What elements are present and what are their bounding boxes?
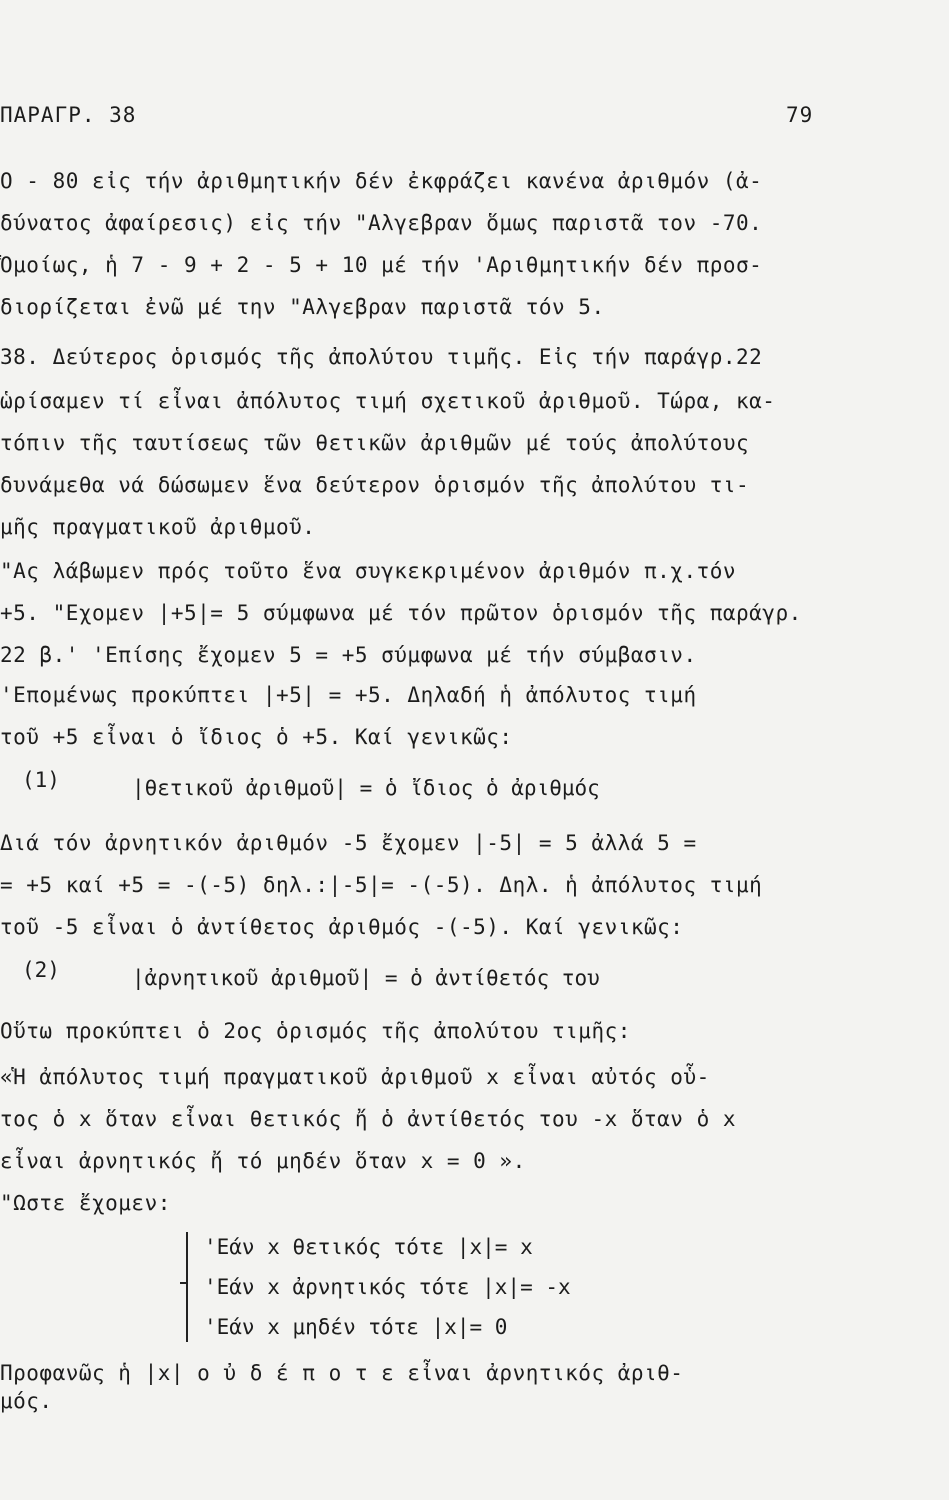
- text-line: Ο - 80 εἰς τήν ἀριθμητικήν δέν ἐκφράζει κανένα ἀριθμόν (ἀ-: [0, 169, 763, 193]
- formula-2-label: (2): [22, 958, 60, 982]
- text-line: τοῦ -5 εἶναι ὁ ἀντίθετος ἀριθμός -(-5). Καί γενικῶς:: [0, 915, 684, 939]
- text-line: "Ωστε ἔχομεν:: [0, 1191, 171, 1215]
- case-line: 'Εάν x θετικός τότε |x|= x: [204, 1235, 533, 1259]
- text-line: Προφανῶς ἡ |x| ο ὐ δ έ π ο τ ε εἶναι ἀρνητικός ἀριθ-: [0, 1361, 684, 1385]
- text-line: = +5 καί +5 = -(-5) δηλ.:|-5|= -(-5). Δηλ. ἡ ἀπόλυτος τιμή: [0, 873, 763, 897]
- text-line: μῆς πραγματικοῦ ἀριθμοῦ.: [0, 515, 316, 539]
- text-line: "Ας λάβωμεν πρός τοῦτο ἕνα συγκεκριμένον ἀριθμόν π.χ.τόν: [0, 559, 737, 583]
- section-header: ΠΑΡΑΓΡ. 38: [0, 103, 137, 127]
- case-line: 'Εάν x ἀρνητικός τότε |x|= -x: [204, 1275, 571, 1299]
- page-number: 79: [786, 103, 814, 127]
- text-line: Διά τόν ἀρνητικόν ἀριθμόν -5 ἔχομεν |-5| = 5 ἀλλά 5 =: [0, 831, 697, 855]
- text-line: δυνάμεθα νά δώσωμεν ἕνα δεύτερον ὁρισμόν τῆς ἀπολύτου τι-: [0, 473, 750, 497]
- text-line: «Ἡ ἀπόλυτος τιμή πραγματικοῦ ἀριθμοῦ x εἶναι αὐτός οὗ-: [0, 1065, 710, 1089]
- case-line: 'Εάν x μηδέν τότε |x|= 0: [204, 1315, 508, 1339]
- text-line: τόπιν τῆς ταυτίσεως τῶν θετικῶν ἀριθμῶν μέ τούς ἀπολύτους: [0, 431, 750, 455]
- text-line: Ὁμοίως, ἡ 7 - 9 + 2 - 5 + 10 μέ τήν 'Αριθμητικήν δέν προσ-: [0, 253, 763, 277]
- text-line: δύνατος ἀφαίρεσις) εἰς τήν "Αλγεβραν ὅμως παριστᾶ τον -70.: [0, 211, 763, 235]
- formula-1-label: (1): [22, 768, 60, 792]
- text-line: 'Επομένως προκύπτει |+5| = +5. Δηλαδή ἡ ἀπόλυτος τιμή: [0, 683, 697, 707]
- text-line: μός.: [0, 1389, 53, 1413]
- formula-1: |θετικοῦ ἀριθμοῦ| = ὁ ἴδιος ὁ ἀριθμός: [132, 776, 600, 800]
- text-line: ὡρίσαμεν τί εἶναι ἀπόλυτος τιμή σχετικοῦ ἀριθμοῦ. Τώρα, κα-: [0, 389, 776, 413]
- text-line: τοῦ +5 εἶναι ὁ ἴδιος ὁ +5. Καί γενικῶς:: [0, 725, 513, 749]
- text-line: +5. "Εχομεν |+5|= 5 σύμφωνα μέ τόν πρῶτον ὁρισμόν τῆς παράγρ.: [0, 601, 802, 625]
- text-line: 22 β.' 'Επίσης ἔχομεν 5 = +5 σύμφωνα μέ τήν σύμβασιν.: [0, 643, 697, 667]
- formula-2: |ἀρνητικοῦ ἀριθμοῦ| = ὁ ἀντίθετός του: [132, 966, 600, 990]
- text-line: διορίζεται ἐνῶ μέ την "Αλγεβραν παριστᾶ τόν 5.: [0, 295, 605, 319]
- text-line: εἶναι ἀρνητικός ἤ τό μηδέν ὅταν x = 0 ».: [0, 1149, 526, 1173]
- text-line: τος ὁ x ὅταν εἶναι θετικός ἤ ὁ ἀντίθετός του -x ὅταν ὁ x: [0, 1107, 737, 1131]
- text-line: Οὕτω προκύπτει ὁ 2ος ὁρισμός τῆς ἀπολύτου τιμῆς:: [0, 1019, 631, 1043]
- case-brace: [186, 1232, 202, 1342]
- section-heading-line: 38. Δεύτερος ὁρισμός τῆς ἀπολύτου τιμῆς. Εἰς τήν παράγρ.22: [0, 345, 763, 369]
